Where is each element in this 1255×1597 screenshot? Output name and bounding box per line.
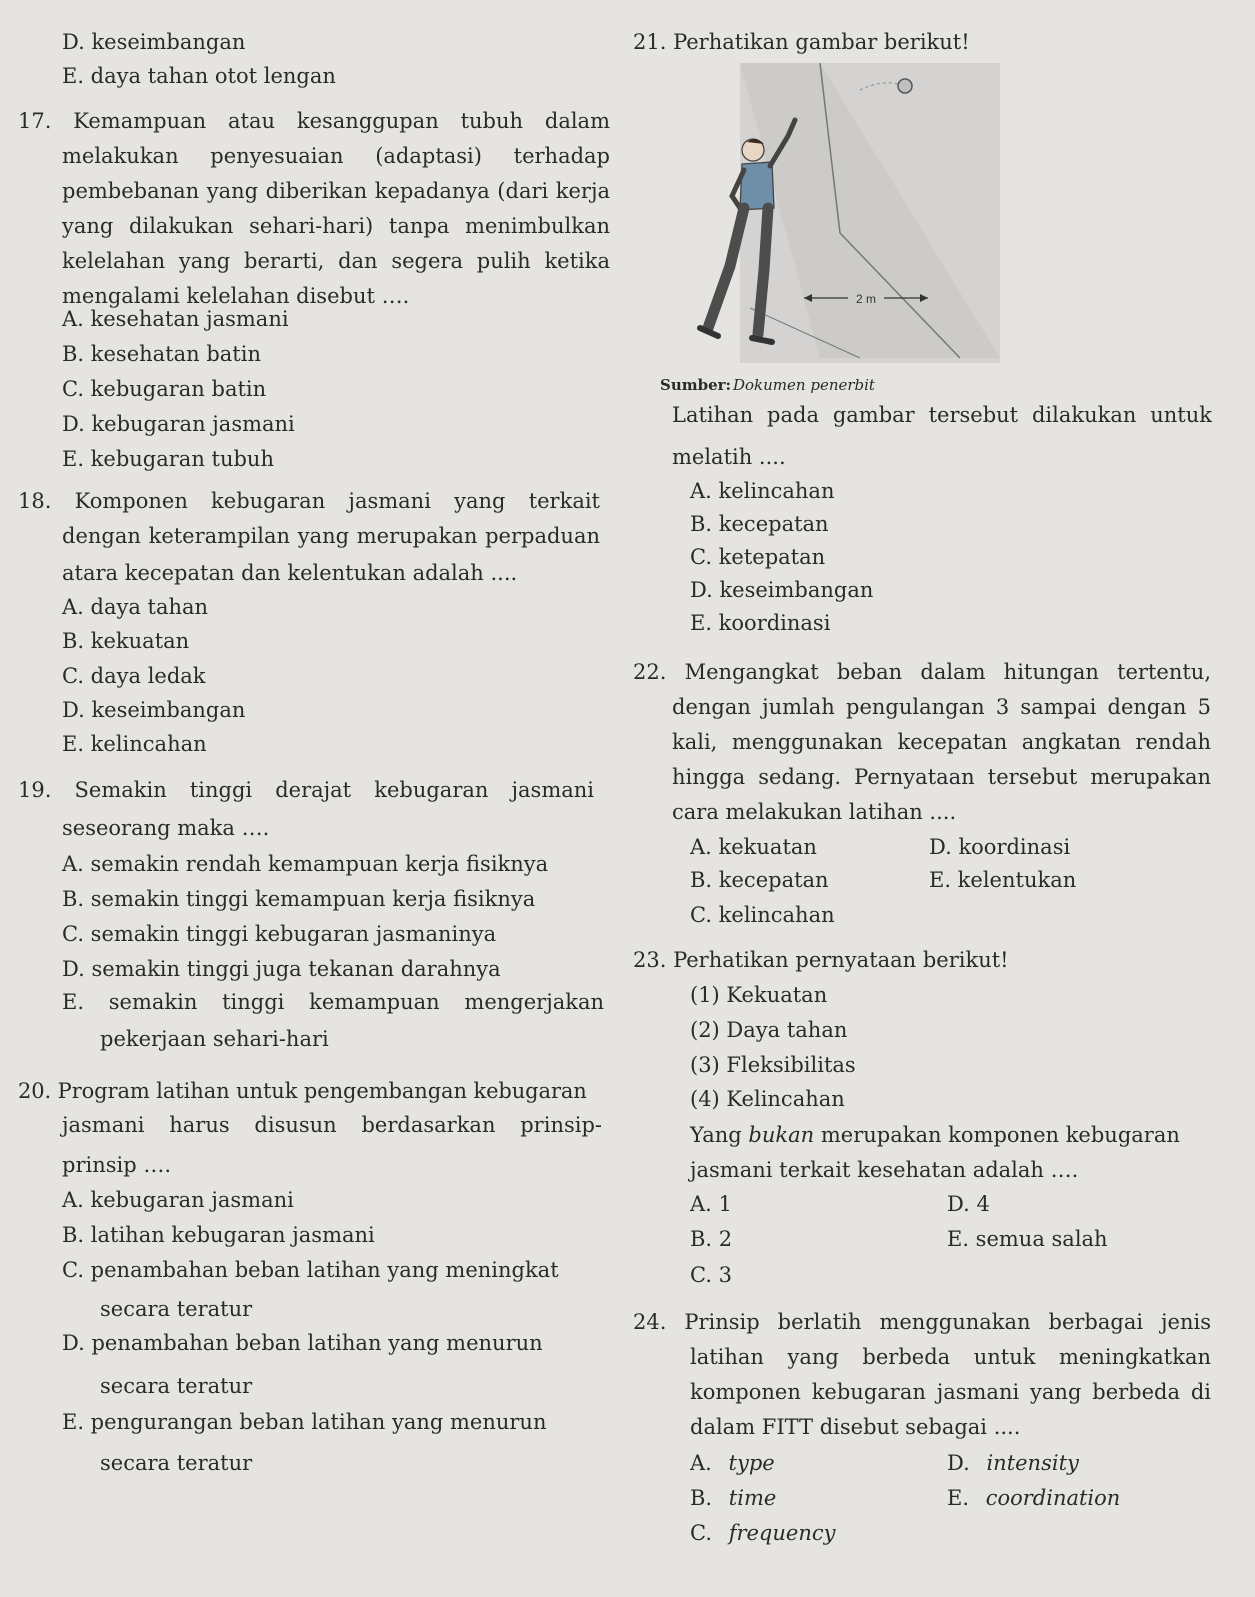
q24-option-b-letter: B. <box>690 1486 713 1510</box>
q19-option-e[interactable]: E. semakin tinggi kemampuan mengerjakan <box>62 990 604 1014</box>
q24-option-a[interactable] <box>690 1450 775 1476</box>
q20-option-d-cont: secara teratur <box>100 1374 253 1398</box>
q24-option-d[interactable] <box>947 1450 1079 1476</box>
q20-option-d[interactable]: D. penambahan beban latihan yang menurun <box>62 1331 543 1355</box>
q20-stem-line: 20. Program latihan untuk pengembangan kebugaran <box>18 1079 587 1103</box>
q19-option-e-cont: pekerjaan sehari-hari <box>100 1027 329 1051</box>
q20-stem-line: prinsip …. <box>62 1153 172 1177</box>
q19-option-d[interactable]: D. semakin tinggi juga tekanan darahnya <box>62 957 501 981</box>
q17-stem-line: melakukan penyesuaian (adaptasi) terhadap <box>62 144 610 168</box>
q24-option-b-term: time <box>728 1486 777 1510</box>
q20-stem-line: jasmani harus disusun berdasarkan prinsip- <box>62 1113 602 1137</box>
q20-option-c[interactable]: C. penambahan beban latihan yang meningkat <box>62 1258 559 1282</box>
q17-stem-line: kelelahan yang berarti, dan segera pulih ketika <box>62 249 610 273</box>
q24-option-c-letter: C. <box>690 1521 712 1545</box>
q23-option-e[interactable]: E. semua salah <box>947 1227 1108 1251</box>
distance-label: 2 m <box>855 292 877 306</box>
q24-option-e-term: coordination <box>985 1486 1121 1510</box>
q23-option-d[interactable]: D. 4 <box>947 1192 990 1216</box>
q23-stem-line2: jasmani terkait kesehatan adalah …. <box>690 1158 1079 1182</box>
q21-option-e[interactable]: E. koordinasi <box>690 611 831 635</box>
q22-option-c[interactable]: C. kelincahan <box>690 903 835 927</box>
q22-stem-line: kali, menggunakan kecepatan angkatan rendah <box>672 730 1211 754</box>
q21-option-b[interactable]: B. kecepatan <box>690 512 829 536</box>
q23-option-b[interactable]: B. 2 <box>690 1227 733 1251</box>
q23-option-a[interactable]: A. 1 <box>690 1192 732 1216</box>
q22-stem-line: 22. Mengangkat beban dalam hitungan tertentu, <box>633 660 1211 684</box>
q17-option-b[interactable]: B. kesehatan batin <box>62 342 261 366</box>
q19-option-a[interactable]: A. semakin rendah kemampuan kerja fisiknya <box>62 852 549 876</box>
q18-stem-line: 18. Komponen kebugaran jasmani yang terkait <box>18 489 600 513</box>
q24-option-c-term: frequency <box>728 1521 836 1545</box>
figure-source-value: Dokumen penerbit <box>733 376 875 394</box>
q23-title: 23. Perhatikan pernyataan berikut! <box>633 948 1009 972</box>
q22-stem-line: cara melakukan latihan .... <box>672 800 957 824</box>
figure-source-label: Sumber: <box>660 376 732 394</box>
q24-stem-line: dalam FITT disebut sebagai .... <box>690 1415 1021 1439</box>
q24-option-a-letter: A. <box>690 1451 712 1475</box>
q17-stem-line: 17. Kemampuan atau kesanggupan tubuh dalam <box>18 109 610 133</box>
q23-item-2: (2) Daya tahan <box>690 1018 848 1042</box>
q21-title: 21. Perhatikan gambar berikut! <box>633 30 970 54</box>
q23-stem-emphasis: bukan <box>748 1123 815 1147</box>
q19-option-b[interactable]: B. semakin tinggi kemampuan kerja fisiknya <box>62 887 536 911</box>
q22-stem-line: hingga sedang. Pernyataan tersebut merupakan <box>672 765 1211 789</box>
q18-option-d[interactable]: D. keseimbangan <box>62 698 246 722</box>
q24-option-d-letter: D. <box>947 1451 970 1475</box>
q24-option-b[interactable] <box>690 1485 776 1511</box>
wall-ball-figure <box>660 58 1000 370</box>
q18-option-b[interactable]: B. kekuatan <box>62 629 190 653</box>
q22-option-e[interactable]: E. kelentukan <box>929 868 1077 892</box>
q23-item-3: (3) Fleksibilitas <box>690 1053 856 1077</box>
q17-stem-line: yang dilakukan sehari-hari) tanpa menimbulkan <box>62 214 610 238</box>
q22-option-d[interactable]: D. koordinasi <box>929 835 1071 859</box>
q18-option-a[interactable]: A. daya tahan <box>62 595 209 619</box>
q24-option-e-letter: E. <box>947 1486 970 1510</box>
q17-option-d[interactable]: D. kebugaran jasmani <box>62 412 295 436</box>
q20-option-e-cont: secara teratur <box>100 1451 253 1475</box>
q24-stem-line: latihan yang berbeda untuk meningkatkan <box>690 1345 1211 1369</box>
q18-option-e[interactable]: E. kelincahan <box>62 732 207 756</box>
q23-stem-post: merupakan komponen kebugaran <box>820 1123 1180 1147</box>
ball <box>898 79 912 93</box>
q21-stem-line: Latihan pada gambar tersebut dilakukan untuk <box>672 403 1212 427</box>
q21-option-a[interactable]: A. kelincahan <box>690 479 835 503</box>
q19-option-c[interactable]: C. semakin tinggi kebugaran jasmaninya <box>62 922 497 946</box>
q23-item-1: (1) Kekuatan <box>690 983 828 1007</box>
q18-option-c[interactable]: C. daya ledak <box>62 664 206 688</box>
q17-option-a[interactable]: A. kesehatan jasmani <box>62 307 289 331</box>
q24-option-c[interactable] <box>690 1520 835 1546</box>
q23-stem-pre: Yang <box>690 1123 742 1147</box>
q17-option-e[interactable]: E. kebugaran tubuh <box>62 447 274 471</box>
q17-option-c[interactable]: C. kebugaran batin <box>62 377 267 401</box>
q20-option-e[interactable]: E. pengurangan beban latihan yang menurun <box>62 1410 547 1434</box>
q22-option-a[interactable]: A. kekuatan <box>690 835 817 859</box>
q20-option-c-cont: secara teratur <box>100 1297 253 1321</box>
q23-stem-line <box>690 1122 1180 1148</box>
q19-stem-line: seseorang maka …. <box>62 816 270 840</box>
q20-option-b[interactable]: B. latihan kebugaran jasmani <box>62 1223 375 1247</box>
q18-stem-line: dengan keterampilan yang merupakan perpaduan <box>62 524 600 548</box>
q21-option-d[interactable]: D. keseimbangan <box>690 578 874 602</box>
q21-stem-line: melatih .... <box>672 445 786 469</box>
q19-stem-line: 19. Semakin tinggi derajat kebugaran jasmani <box>18 778 594 802</box>
q22-stem-line: dengan jumlah pengulangan 3 sampai dengan 5 <box>672 695 1211 719</box>
q22-option-b[interactable]: B. kecepatan <box>690 868 829 892</box>
q24-option-e[interactable] <box>947 1485 1120 1511</box>
q18-stem-line: atara kecepatan dan kelentukan adalah .... <box>62 561 518 585</box>
q21-option-c[interactable]: C. ketepatan <box>690 545 826 569</box>
q20-option-a[interactable]: A. kebugaran jasmani <box>62 1188 294 1212</box>
q16-option-e[interactable]: E. daya tahan otot lengan <box>62 64 336 88</box>
q24-stem-line: 24. Prinsip berlatih menggunakan berbagai jenis <box>633 1310 1211 1334</box>
q17-stem-line: pembebanan yang diberikan kepadanya (dari kerja <box>62 179 610 203</box>
q16-option-d[interactable]: D. keseimbangan <box>62 30 246 54</box>
q23-option-c[interactable]: C. 3 <box>690 1263 733 1287</box>
q24-option-d-term: intensity <box>986 1451 1079 1475</box>
q17-stem-line: mengalami kelelahan disebut …. <box>62 284 410 308</box>
q24-option-a-term: type <box>728 1451 775 1475</box>
q24-stem-line: komponen kebugaran jasmani yang berbeda di <box>690 1380 1211 1404</box>
q23-item-4: (4) Kelincahan <box>690 1087 845 1111</box>
